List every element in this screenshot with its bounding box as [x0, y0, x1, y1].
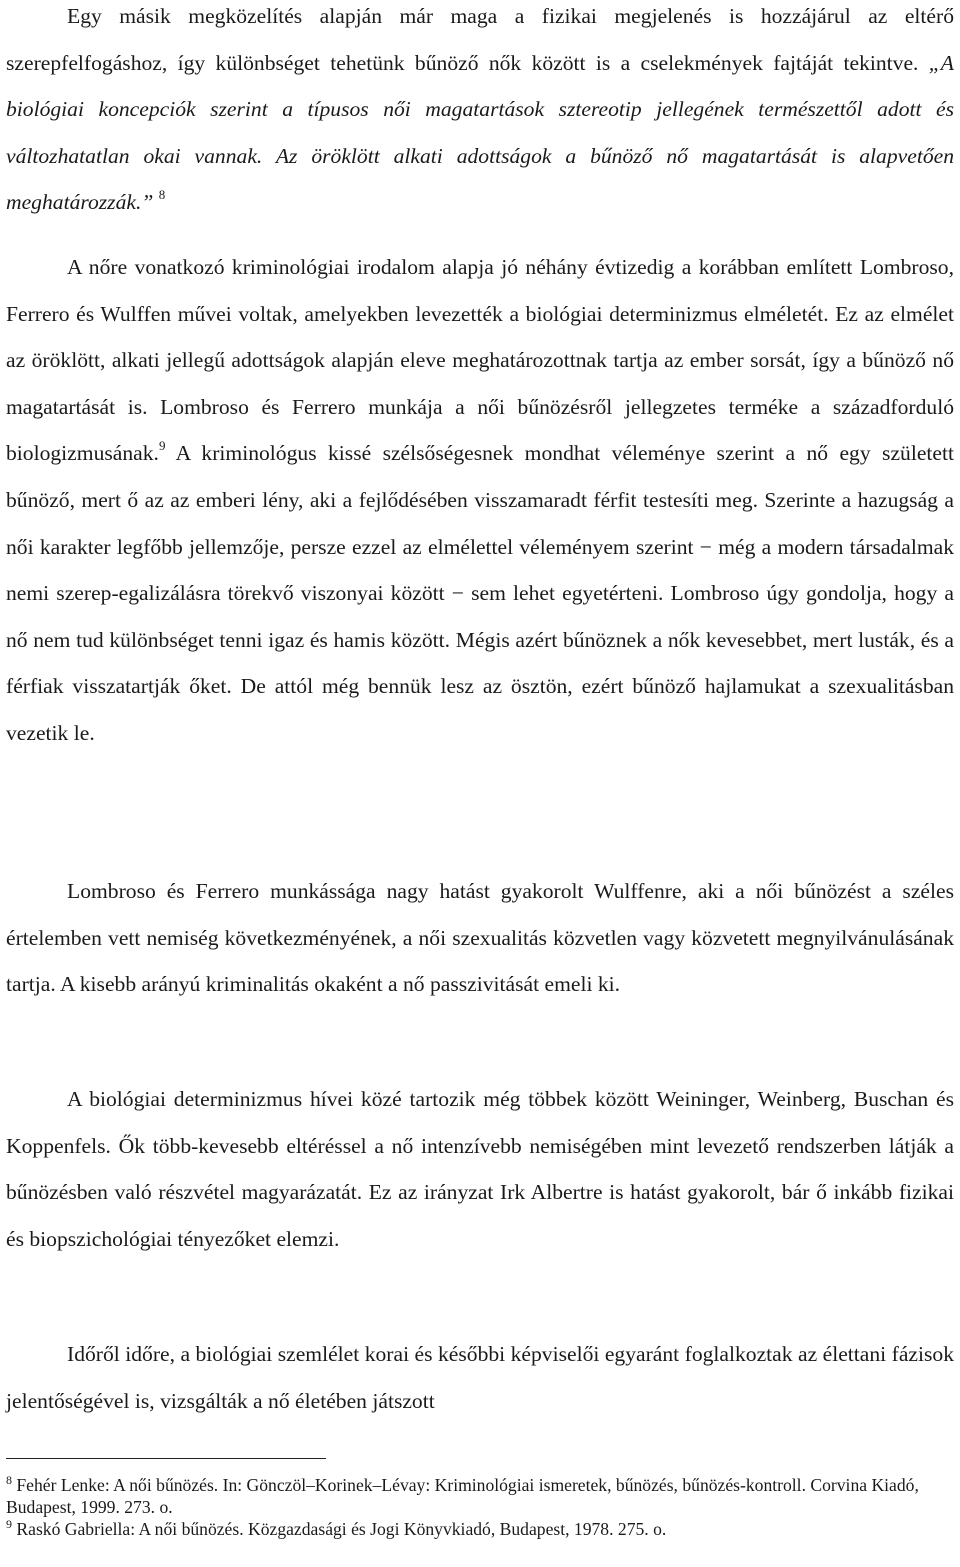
paragraph-1-text: Egy másik megközelítés alapján már maga a fizikai megjelenés is hozzájárul az eltérő szerepfelfogáshoz, így különbséget tehetünk bűnöző nők között is a cselekmények fajtáját tekintve.: [6, 4, 954, 75]
footnote-9-number: 9: [6, 1517, 12, 1531]
paragraph-4: A biológiai determinizmus hívei közé tartozik még többek között Weininger, Weinberg, Buschan és Koppenfels. Ők több-kevesebb eltéréssel a nő intenzívebb nemiségében mint levezető rendszerben látják a bűnözésben való részvétel magyarázatát. Ez az irányzat Irk Albertre is hatást gyakorolt, bár ő inkább fizikai és biopszichológiai tényezőket elemzi.: [6, 1087, 954, 1251]
paragraph-2: [6, 244, 954, 757]
paragraph-2-text-b: A kriminológus kissé szélsőségesnek mondhat véleménye szerint a nő egy született bűnöző, mert ő az az emberi lény, aki a fejlődésében visszamaradt férfit testesíti meg. Szerinte a hazugság a női karakter legfőbb jellemzője, persze ezzel az elmélettel véleményem szerint − még a modern társadalmak nemi szerep-egalizálásra törekvő viszonyai között − sem lehet egyetérteni. Lombroso úgy gondolja, hogy a nő nem tud különbséget tenni igaz és hamis között. Mégis azért bűnöznek a nők kevesebbet, mert lusták, és a férfiak visszatartják őket. De attól még bennük lesz az ösztön, ezért bűnöző hajlamukat a szexualitásban vezetik le.: [6, 441, 954, 745]
paragraph-1: [6, 0, 954, 226]
footnote-8-number: 8: [6, 1473, 12, 1487]
paragraph-3: Lombroso és Ferrero munkássága nagy hatást gyakorolt Wulffenre, aki a női bűnözést a széles értelemben vett nemiség következményének, a női szexualitás közvetlen vagy közvetett megnyilvánulásának tartja. A kisebb arányú kriminalitás okaként a nő passzivitását emeli ki.: [6, 879, 954, 997]
footnote-8: [6, 1474, 956, 1518]
footnote-8-text: Fehér Lenke: A női bűnözés. In: Gönczöl–Korinek–Lévay: Kriminológiai ismeretek, bűnözés, bűnözés-kontroll. Corvina Kiadó, Budapest, 1999. 273. o.: [6, 1475, 919, 1517]
paragraph-1-quote: „A biológiai koncepciók szerint a típusos női magatartások sztereotip jellegének természettől adott és változhatatlan okai vannak. Az öröklött alkati adottságok a bűnöző nő magatartását is alapvetően meghatározzák.”: [6, 50, 954, 215]
paragraph-2-text-a: A nőre vonatkozó kriminológiai irodalom alapja jó néhány évtizedig a korábban említett Lombroso, Ferrero és Wulffen művei voltak, amelyekben levezették a biológiai determinizmus elméletét. Ez az elmélet az öröklött, alkati jellegű adottságok alapján eleve meghatározottnak tartja az ember sorsát, így a bűnöző nő magatartását is. Lombroso és Ferrero munkája a női bűnözésről jellegzetes terméke a századforduló biologizmusának.: [6, 255, 954, 466]
footnote-9: [6, 1518, 956, 1540]
footnote-ref-9: 9: [158, 438, 166, 454]
footnote-separator: [6, 1458, 326, 1459]
paragraph-5: Időről időre, a biológiai szemlélet korai és későbbi képviselői egyaránt foglalkoztak az élettani fázisok jelentőségével is, vizsgálták a nő életében játszott: [6, 1342, 954, 1413]
footnote-9-text: Raskó Gabriella: A női bűnözés. Közgazdasági és Jogi Könyvkiadó, Budapest, 1978. 275. o.: [12, 1519, 667, 1539]
footnote-ref-8: 8: [158, 187, 166, 203]
